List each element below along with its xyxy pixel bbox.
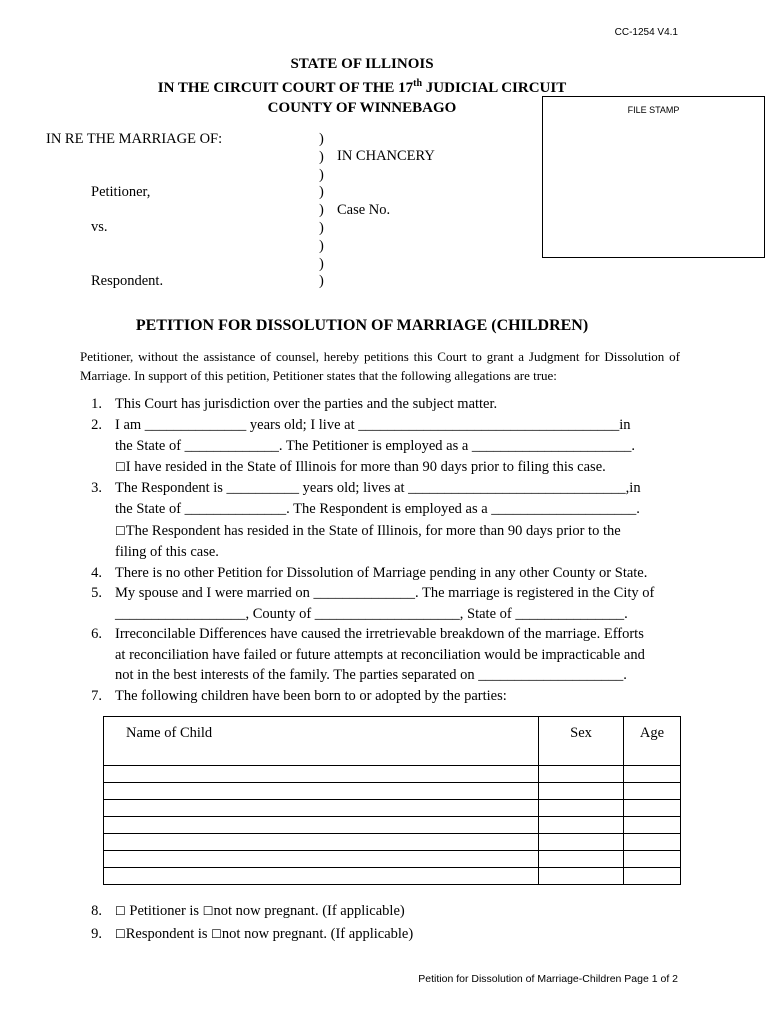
caption-in-re: IN RE THE MARRIAGE OF: <box>46 131 223 147</box>
child-sex-cell[interactable] <box>539 851 624 868</box>
item-5-line-b: __________________, County of ____________________, State of _______________. <box>115 606 628 622</box>
item-3-line-d: filing of this case. <box>115 544 219 560</box>
header-name-of-child: Name of Child <box>104 717 539 766</box>
caption-petitioner: Petitioner, <box>91 184 151 200</box>
item-7-text: The following children have been born to or adopted by the parties: <box>115 688 507 704</box>
caption-respondent: Respondent. <box>91 273 164 289</box>
child-name-cell[interactable] <box>104 817 539 834</box>
item-3-line-a: The Respondent is __________ years old; lives at ______________________________,in <box>115 480 641 496</box>
paren: ) <box>319 273 324 290</box>
child-name-cell[interactable] <box>104 834 539 851</box>
item-8-text-b: not now pregnant. (If applicable) <box>213 903 405 919</box>
item-2-residency <box>115 459 606 476</box>
checkbox-icon[interactable]: ☐ <box>115 460 126 474</box>
intro-paragraph: Petitioner, without the assistance of counsel, hereby petitions this Court to grant a Judgment for Dissolution of Marriage. In support of this petition, Petitioner states that the following allegations are true: <box>80 349 680 383</box>
paren: ) <box>319 219 324 236</box>
child-age-cell[interactable] <box>624 800 681 817</box>
table-row <box>104 766 681 783</box>
item-2-line-b: the State of _____________. The Petitioner is employed as a ______________________. <box>115 438 636 454</box>
item-3-residency <box>115 523 621 540</box>
child-sex-cell[interactable] <box>539 783 624 800</box>
item-number: 5. <box>91 585 102 601</box>
child-age-cell[interactable] <box>624 817 681 834</box>
item-1-text: This Court has jurisdiction over the parties and the subject matter. <box>115 396 498 412</box>
petition-title: PETITION FOR DISSOLUTION OF MARRIAGE (CHILDREN) <box>135 317 589 334</box>
child-age-cell[interactable] <box>624 868 681 885</box>
item-4-text: There is no other Petition for Dissolution of Marriage pending in any other County or State. <box>115 565 648 581</box>
header-state: STATE OF ILLINOIS <box>290 56 434 72</box>
caption-vs: vs. <box>91 219 108 235</box>
item-2-line-a: I am ______________ years old; I live at ____________________________________in <box>115 417 631 433</box>
child-sex-cell[interactable] <box>539 800 624 817</box>
item-number: 6. <box>91 626 102 642</box>
header-court-text: IN THE CIRCUIT COURT OF THE 17 <box>157 80 414 96</box>
table-row <box>104 834 681 851</box>
file-stamp-label: FILE STAMP <box>627 105 680 115</box>
item-6-line-c: not in the best interests of the family. The parties separated on ____________________. <box>115 667 627 683</box>
checkbox-icon[interactable]: ☐ <box>115 904 126 918</box>
item-3-residency-text: The Respondent has resided in the State of Illinois, for more than 90 days prior to the <box>125 523 621 539</box>
child-sex-cell[interactable] <box>539 868 624 885</box>
item-9-text-a: Respondent is <box>125 926 212 942</box>
page-footer: Petition for Dissolution of Marriage-Children Page 1 of 2 <box>418 973 678 985</box>
item-number: 4. <box>91 565 102 581</box>
item-9-text-b: not now pregnant. (If applicable) <box>221 926 414 942</box>
item-number: 1. <box>91 396 102 412</box>
checkbox-icon[interactable]: ☐ <box>115 524 126 538</box>
item-number: 9. <box>91 926 102 942</box>
item-number: 2. <box>91 417 102 433</box>
header-court-sup: th <box>413 78 423 89</box>
form-id: CC-1254 V4.1 <box>614 27 678 38</box>
child-sex-cell[interactable] <box>539 766 624 783</box>
paren: ) <box>319 131 324 147</box>
item-number: 8. <box>91 903 102 919</box>
item-5-line-a: My spouse and I were married on ______________. The marriage is registered in the City of <box>115 585 655 601</box>
table-row <box>104 817 681 834</box>
child-name-cell[interactable] <box>104 800 539 817</box>
table-row <box>104 851 681 868</box>
checkbox-icon[interactable]: ☐ <box>211 927 222 941</box>
header-county: COUNTY OF WINNEBAGO <box>267 100 457 116</box>
file-stamp-box <box>542 96 765 258</box>
item-2-residency-text: I have resided in the State of Illinois for more than 90 days prior to filing this case. <box>125 459 606 475</box>
paren: ) <box>319 202 324 219</box>
child-age-cell[interactable] <box>624 766 681 783</box>
item-8-text-a: Petitioner is <box>125 903 203 919</box>
child-sex-cell[interactable] <box>539 817 624 834</box>
caption-parens <box>319 131 324 291</box>
header-court-circuit: JUDICIAL CIRCUIT <box>422 80 567 96</box>
paren: ) <box>319 237 324 254</box>
child-age-cell[interactable] <box>624 851 681 868</box>
table-row <box>104 783 681 800</box>
caption-in-chancery: IN CHANCERY <box>337 148 435 164</box>
paren: ) <box>319 255 324 272</box>
item-number: 3. <box>91 480 102 496</box>
item-6-line-a: Irreconcilable Differences have caused the irretrievable breakdown of the marriage. Efforts <box>115 626 644 642</box>
table-row <box>104 868 681 885</box>
child-name-cell[interactable] <box>104 851 539 868</box>
header-age: Age <box>624 717 681 766</box>
child-name-cell[interactable] <box>104 868 539 885</box>
item-8 <box>115 903 405 920</box>
child-name-cell[interactable] <box>104 783 539 800</box>
paren: ) <box>319 148 324 165</box>
child-age-cell[interactable] <box>624 783 681 800</box>
item-3-line-b: the State of ______________. The Respondent is employed as a ____________________. <box>115 501 640 517</box>
item-9 <box>115 926 413 943</box>
child-sex-cell[interactable] <box>539 834 624 851</box>
paren: ) <box>319 166 324 183</box>
table-header-row <box>104 717 681 766</box>
item-number: 7. <box>91 688 102 704</box>
paren: ) <box>319 184 324 201</box>
header-sex: Sex <box>539 717 624 766</box>
checkbox-icon[interactable]: ☐ <box>115 927 126 941</box>
children-table <box>103 716 681 885</box>
caption-case-no: Case No. <box>337 202 391 218</box>
table-row <box>104 800 681 817</box>
child-name-cell[interactable] <box>104 766 539 783</box>
checkbox-icon[interactable]: ☐ <box>202 904 214 918</box>
item-6-line-b: at reconciliation have failed or future attempts at reconciliation would be impracticable and <box>115 647 645 663</box>
child-age-cell[interactable] <box>624 834 681 851</box>
header-court <box>0 74 724 98</box>
